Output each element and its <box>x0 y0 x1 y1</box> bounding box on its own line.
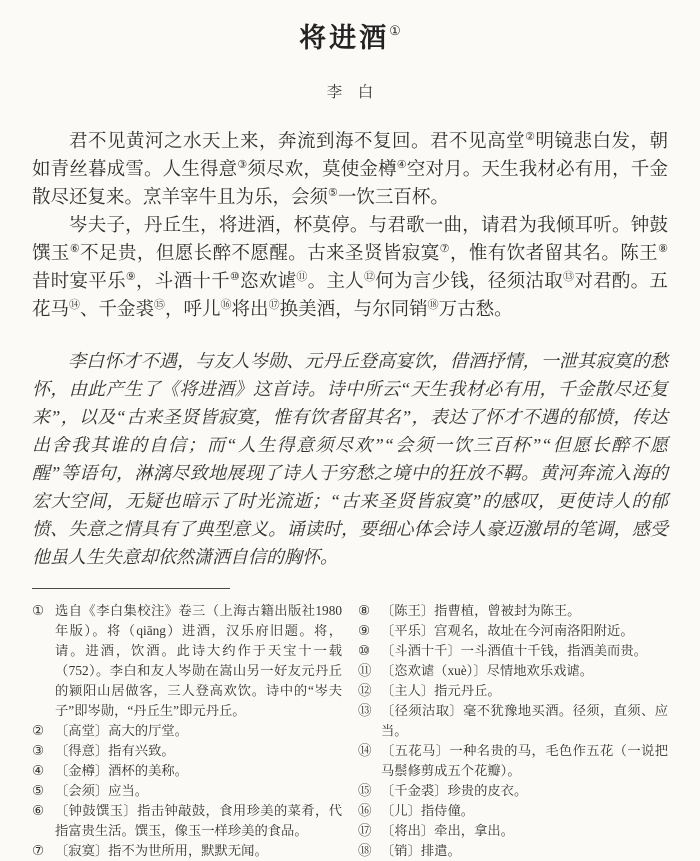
footnote-text: 〔会须〕应当。 <box>55 783 149 798</box>
footnote-divider <box>32 588 230 589</box>
footnote-item <box>358 681 668 701</box>
annotation-ref: ⑦ <box>439 243 450 255</box>
footnote-item <box>358 661 668 681</box>
footnote-text: 〔儿〕指侍僮。 <box>381 803 475 818</box>
footnote-text: 〔金樽〕酒杯的美称。 <box>55 763 188 778</box>
footnote-text: 〔径须沽取〕毫不犹豫地买酒。径须，直须、应当。 <box>381 703 668 738</box>
annotation-ref: ⑭ <box>69 299 81 311</box>
footnote-item <box>358 841 668 861</box>
footnote-number: ③ <box>32 743 45 758</box>
annotation-ref: ⑫ <box>364 271 376 283</box>
annotation-ref: ③ <box>237 159 248 171</box>
footnotes-left-column <box>32 601 342 861</box>
footnote-text: 〔寂寞〕指不为世所用，默默无闻。 <box>55 843 268 858</box>
footnote-number: ⑰ <box>358 823 372 838</box>
footnote-item <box>32 781 342 801</box>
title-annotation-ref: ① <box>389 23 401 38</box>
annotation-ref: ⑩ <box>229 271 241 283</box>
annotation-ref: ⑬ <box>563 271 575 283</box>
footnote-item <box>358 781 668 801</box>
footnotes <box>32 601 668 861</box>
poem-paragraph: 君不见黄河之水天上来，奔流到海不复回。君不见高堂②明镜悲白发，朝如青丝暮成雪。人生得意③须尽欢，莫使金樽④空对月。天生我材必有用，千金散尽还复来。烹羊宰牛且为乐，会须⑤一饮三百杯。 <box>32 131 668 208</box>
footnote-text: 〔得意〕指有兴致。 <box>55 743 175 758</box>
footnote-item <box>32 801 342 841</box>
footnote-number: ⑤ <box>32 783 45 798</box>
footnote-text: 〔主人〕指元丹丘。 <box>381 683 501 698</box>
annotation-ref: ② <box>525 131 536 143</box>
footnote-number: ⑱ <box>358 843 372 858</box>
footnote-text: 选自《李白集校注》卷三（上海古籍出版社1980年版）。将（qiāng）进酒，汉乐府旧题。将，请。进酒，饮酒。此诗大约作于天宝十一载（752）。李白和友人岑勋在嵩山另一好友元丹丘的颍阳山居做客，三人登高欢饮。诗中的“岑夫子”即岑勋，“丹丘生”即元丹丘。 <box>55 603 342 718</box>
footnote-number: ⑦ <box>32 843 45 858</box>
footnote-item <box>32 601 342 721</box>
footnote-number: ⑬ <box>358 703 372 718</box>
footnote-number: ⑧ <box>358 603 371 618</box>
footnote-text: 〔高堂〕高大的厅堂。 <box>55 723 188 738</box>
annotation-ref: ⑱ <box>427 299 439 311</box>
footnote-text: 〔钟鼓馔玉〕指击钟敲鼓，食用珍美的菜肴，代指富贵生活。馔玉，像玉一样珍美的食品。 <box>55 803 342 838</box>
footnote-text: 〔千金裘〕珍贵的皮衣。 <box>381 783 528 798</box>
footnote-item <box>358 641 668 661</box>
footnote-item <box>32 721 342 741</box>
footnote-number: ⑮ <box>358 783 372 798</box>
footnote-text: 〔斗酒十千〕一斗酒值十千钱，指酒美而贵。 <box>381 643 647 658</box>
annotation-ref: ⑤ <box>328 187 338 199</box>
footnote-text: 〔销〕排遣。 <box>381 843 461 858</box>
footnote-text: 〔平乐〕宫观名，故址在今河南洛阳附近。 <box>381 623 634 638</box>
poem-text <box>32 128 668 324</box>
footnote-number: ⑩ <box>358 643 371 658</box>
footnote-number: ⑭ <box>358 743 372 758</box>
annotation-ref: ⑨ <box>125 271 137 283</box>
footnote-number: ⑪ <box>358 663 372 678</box>
footnote-item <box>32 741 342 761</box>
footnote-item <box>358 621 668 641</box>
footnote-item <box>358 801 668 821</box>
footnote-text: 〔五花马〕一种名贵的马，毛色作五花（一说把马鬃修剪成五个花瓣）。 <box>381 743 668 778</box>
annotation-ref: ④ <box>396 159 407 171</box>
footnote-number: ① <box>32 603 45 618</box>
footnote-item <box>358 821 668 841</box>
annotation-ref: ⑯ <box>220 299 232 311</box>
footnote-item <box>358 601 668 621</box>
author-name: 李 白 <box>326 84 374 101</box>
footnote-text: 〔将出〕牵出，拿出。 <box>381 823 514 838</box>
annotation-ref: ⑰ <box>268 299 280 311</box>
footnote-item <box>32 841 342 861</box>
page-title <box>32 16 668 55</box>
footnote-number: ② <box>32 723 45 738</box>
footnote-number: ⑥ <box>32 803 45 818</box>
footnote-item <box>32 761 342 781</box>
annotation-ref: ⑥ <box>69 243 81 255</box>
annotation-ref: ⑧ <box>658 243 668 255</box>
annotation-ref: ⑪ <box>296 271 308 283</box>
annotation-ref: ⑮ <box>154 299 166 311</box>
commentary-paragraph: 李白怀才不遇，与友人岑勋、元丹丘登高宴饮，借酒抒情，一泄其寂寞的愁怀，由此产生了《将进酒》这首诗。诗中所云“天生我材必有用，千金散尽还复来”，以及“古来圣贤皆寂寞，惟有饮者留其名”，表达了怀才不遇的郁愤，传达出舍我其谁的自信；而“人生得意须尽欢”“会须一饮三百杯”“但愿长醉不愿醒”等语句，淋漓尽致地展现了诗人于穷愁之境中的狂放不羁。黄河奔流入海的宏大空间，无疑也暗示了时光流逝；“古来圣贤皆寂寞”的感叹，更使诗人的郁愤、失意之情具有了典型意义。诵读时，要细心体会诗人豪迈激昂的笔调，感受他虽人生失意却依然潇洒自信的胸怀。 <box>32 351 668 567</box>
footnote-item <box>358 701 668 741</box>
footnote-number: ⑫ <box>358 683 372 698</box>
title-text: 将进酒 <box>299 23 390 53</box>
poem-paragraph: 岑夫子，丹丘生，将进酒，杯莫停。与君歌一曲，请君为我倾耳听。钟鼓馔玉⑥不足贵，但愿长醉不愿醒。古来圣贤皆寂寞⑦，惟有饮者留其名。陈王⑧昔时宴平乐⑨，斗酒十千⑩恣欢谑⑪。主人⑫何为言少钱，径须沽取⑬对君酌。五花马⑭、千金裘⑮，呼儿⑯将出⑰换美酒，与尔同销⑱万古愁。 <box>32 216 668 320</box>
footnote-item <box>358 741 668 781</box>
footnote-text: 〔陈王〕指曹植，曾被封为陈王。 <box>381 603 581 618</box>
footnote-number: ⑯ <box>358 803 372 818</box>
commentary-text <box>32 347 668 571</box>
footnotes-right-column <box>358 601 668 861</box>
footnote-text: 〔恣欢谑（xuè）〕尽情地欢乐戏谑。 <box>381 663 594 678</box>
footnote-number: ④ <box>32 763 45 778</box>
footnote-number: ⑨ <box>358 623 371 638</box>
